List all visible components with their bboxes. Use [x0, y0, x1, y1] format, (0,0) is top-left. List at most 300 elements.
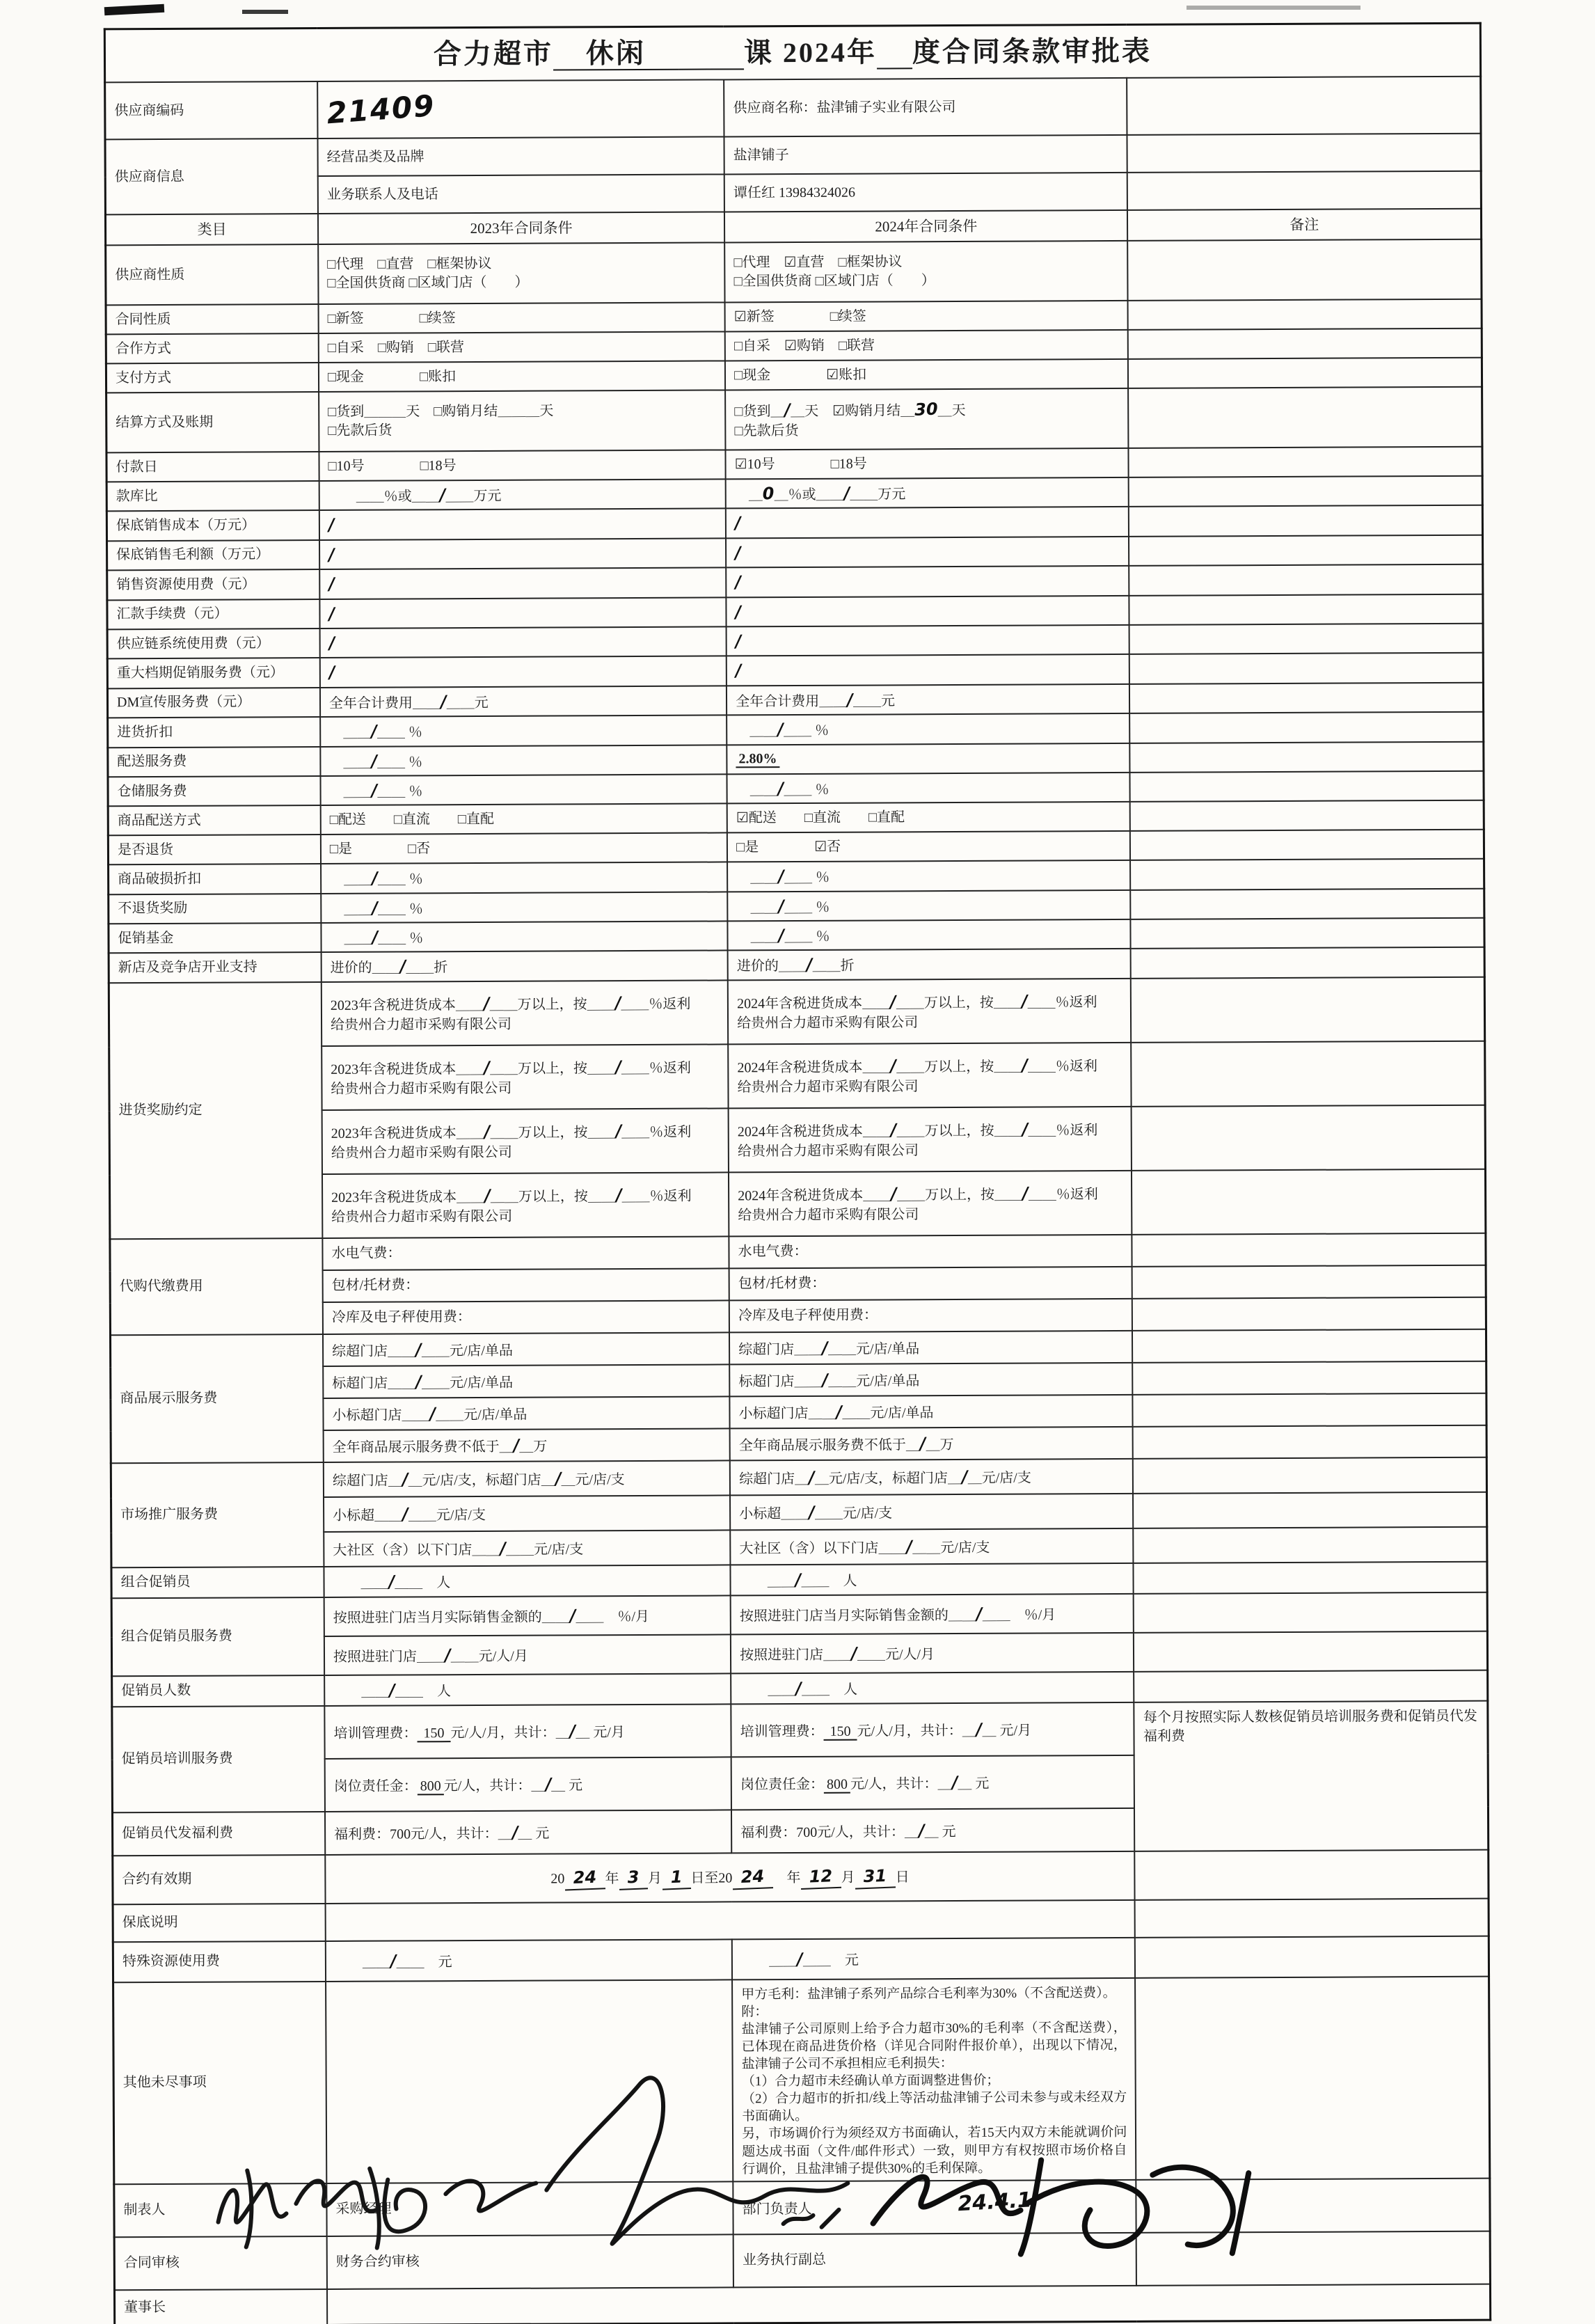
printed-text: ＿＿元/店/支: [912, 1540, 990, 1556]
handwritten-text: /: [513, 1435, 520, 1455]
printed-text: ＿＿％返利 给贵州合力超市采购有限公司: [737, 1059, 1098, 1095]
form-cell: [1132, 1169, 1486, 1235]
printed-text: 2023年含税进货成本＿＿: [331, 1061, 484, 1078]
form-cell: [730, 1427, 1133, 1461]
form-cell: [727, 802, 1130, 833]
printed-text: ＿＿元/店/支: [506, 1542, 584, 1558]
printed-text: 业务联系人及电话: [326, 186, 438, 203]
form-cell: [1128, 387, 1482, 448]
printed-text: ＿＿: [333, 1575, 389, 1591]
handwritten-text: /: [846, 690, 854, 710]
form-cell: [107, 629, 320, 659]
form-cell: [727, 654, 1129, 686]
form-cell: [730, 1395, 1133, 1429]
printed-text: ＿: [734, 487, 763, 503]
handwritten-text: 0: [762, 483, 775, 504]
handwritten-text: /: [890, 1184, 898, 1204]
printed-text: ＿＿ ％: [377, 784, 423, 800]
printed-text: 促销基金: [118, 930, 174, 947]
form-cell: [728, 949, 1131, 980]
form-cell: [320, 774, 727, 805]
form-cell: [323, 1300, 729, 1334]
printed-text: 合作方式: [115, 340, 171, 356]
form-cell: [1135, 1850, 1489, 1900]
form-cell: [729, 1299, 1132, 1333]
printed-text: ＿＿元/店/单品: [827, 1341, 920, 1357]
printed-text: 促销员人数: [121, 1683, 191, 1699]
printed-text: ☑新签 □续签: [733, 308, 866, 324]
printed-text: ＿＿: [334, 1954, 390, 1970]
form-cell: [323, 1396, 729, 1430]
form-cell: [326, 1979, 733, 2183]
form-cell: [108, 717, 321, 748]
scan-artifact: [1187, 6, 1360, 10]
printed-text: ＿＿ ％: [784, 928, 830, 945]
printed-text: 谭任红 13984324026: [733, 184, 856, 200]
form-cell: [1129, 682, 1483, 713]
printed-text: 部门负责人: [742, 2202, 812, 2218]
printed-text: □货到＿: [734, 404, 785, 420]
printed-text: 商品配送方式: [117, 812, 201, 829]
printed-text: ＿ 元/月: [576, 1724, 625, 1741]
delivery-fee-2024: [727, 743, 1129, 774]
printed-text: 不退货奖励: [118, 901, 188, 917]
printed-text: ＿＿ ％: [784, 870, 830, 886]
printed-text: 合约有效期: [122, 1872, 192, 1888]
printed-text: ＿＿ 人: [395, 1574, 451, 1591]
handwritten-text: /: [614, 993, 621, 1013]
form-cell: [110, 1334, 323, 1463]
form-cell: [727, 595, 1129, 626]
form-cell: [325, 1757, 732, 1812]
printed-text: ＿＿: [329, 725, 372, 741]
form-cell: [1130, 859, 1484, 890]
handwritten-text: /: [918, 1820, 926, 1841]
printed-text: 150: [417, 1725, 450, 1742]
form-cell: [107, 688, 320, 718]
printed-text: 市场推广服务费: [120, 1506, 219, 1523]
handwritten-text: /: [777, 720, 784, 740]
printed-text: 备注: [1290, 216, 1319, 233]
form-cell: [324, 1595, 731, 1636]
form-cell: [326, 1939, 732, 1982]
contact-value: [724, 173, 1127, 212]
form-title: [104, 23, 1480, 82]
handwritten-text: /: [806, 955, 814, 975]
printed-text: 元/人，共计：＿: [443, 1778, 546, 1794]
printed-text: ＿＿ ％: [376, 725, 422, 741]
printed-text: 重大档期促销服务费（元）: [116, 665, 284, 681]
handwritten-text: /: [439, 485, 446, 505]
handwritten-text: /: [808, 1467, 816, 1487]
printed-text: □是 ☑否: [736, 839, 841, 855]
printed-text: ＿＿: [329, 754, 372, 770]
form-cell: [327, 2284, 1491, 2324]
form-cell: [1127, 77, 1481, 135]
form-cell: [111, 1462, 324, 1567]
printed-text: 综超门店＿: [332, 1473, 402, 1489]
handwritten-text: /: [850, 1643, 858, 1663]
printed-text: ＿＿ ％: [377, 871, 423, 887]
form-cell: [109, 923, 322, 954]
handwritten-text: /: [415, 1339, 422, 1360]
printed-text: 商品展示服务费: [120, 1390, 218, 1407]
form-cell: [1128, 239, 1482, 301]
printed-text: 福利费：700元/人，共计：＿: [740, 1824, 919, 1841]
handwritten-text: /: [371, 927, 379, 947]
form-cell: [318, 242, 725, 304]
printed-text: □现金 ☑账扣: [734, 367, 867, 383]
form-cell: [1127, 171, 1481, 210]
handwritten-text: /: [388, 1572, 395, 1592]
remark-promoter-fees: [1134, 1701, 1489, 1851]
printed-text: ＿＿折: [812, 958, 855, 974]
printed-text: ＿＿元: [446, 695, 489, 711]
form-cell: [106, 510, 319, 541]
printed-text: ＿元/店/支: [967, 1470, 1031, 1486]
form-cell: [106, 363, 319, 393]
form-cell: [1133, 1361, 1486, 1395]
other-terms-2024: [732, 1978, 1136, 2181]
printed-text: ☑配送 □直流 □直配: [736, 809, 905, 826]
printed-text: ＿元/店/支: [561, 1471, 625, 1488]
printed-text: ＿＿ 元: [396, 1954, 452, 1970]
printed-text: ＿＿ ％: [784, 782, 830, 798]
printed-text: 课 2024年: [743, 36, 878, 69]
form-cell: [319, 479, 726, 510]
handwritten-text: /: [328, 574, 335, 594]
form-cell: [1129, 624, 1483, 655]
printed-text: ＿＿万以上，按＿＿: [896, 995, 1022, 1011]
form-cell: [1134, 1562, 1487, 1594]
printed-text: 大社区（含）以下门店＿＿: [333, 1542, 500, 1558]
form-cell: [731, 1808, 1135, 1853]
form-cell: [109, 952, 322, 983]
printed-text: 2024年含税进货成本＿＿: [737, 1059, 891, 1076]
form-cell: [1129, 476, 1482, 507]
form-cell: [108, 805, 321, 835]
printed-text: 2023年含税进货成本＿＿: [331, 1125, 484, 1142]
printed-text: 岗位责任金：: [740, 1776, 825, 1793]
contract-approval-table: [104, 22, 1491, 2324]
form-cell: [110, 1238, 323, 1335]
form-cell: [726, 537, 1129, 568]
printed-text: 水电气费：: [331, 1245, 402, 1262]
printed-text: 冷库及电子秤使用费：: [331, 1309, 471, 1326]
supplier-name: [724, 78, 1127, 137]
form-cell: [320, 626, 727, 658]
printed-text: ＿＿折: [406, 960, 448, 976]
form-cell: [727, 831, 1130, 862]
printed-text: ＿＿: [739, 1573, 795, 1590]
handwritten-text: 24.4.1: [811, 2188, 1033, 2225]
form-cell: [728, 1043, 1132, 1109]
form-cell: [113, 1941, 326, 1982]
handwritten-text: /: [890, 1120, 898, 1140]
handwritten-text: /: [328, 544, 335, 564]
preparer-cell: [114, 2183, 327, 2237]
handwritten-text: /: [483, 993, 491, 1014]
form-cell: [319, 509, 726, 540]
printed-text: ＿天 □先款后货: [734, 403, 966, 439]
printed-text: ＿＿万以上，按＿＿: [490, 1125, 616, 1141]
form-cell: [1131, 947, 1484, 979]
form-cell: [1129, 594, 1483, 625]
handwritten-text: /: [735, 601, 742, 622]
printed-text: [679, 37, 744, 70]
form-cell: [1129, 653, 1483, 684]
printed-text: 其他未尽事项: [122, 2074, 207, 2091]
form-cell: [322, 1108, 729, 1174]
form-cell: [1133, 1492, 1486, 1528]
form-cell: [106, 392, 319, 452]
handwritten-text: /: [976, 1604, 983, 1624]
form-cell: [106, 244, 319, 305]
printed-text: 促销员培训服务费: [121, 1750, 233, 1767]
category-label: [317, 136, 724, 176]
handwritten-text: /: [821, 1370, 829, 1390]
form-cell: [324, 1428, 730, 1462]
form-cell: [319, 568, 726, 599]
form-cell: [1128, 358, 1482, 388]
handwritten-text: /: [795, 1678, 802, 1698]
handwritten-text: /: [795, 1570, 802, 1590]
form-cell: [326, 1900, 1136, 1941]
form-cell: [731, 1594, 1134, 1635]
printed-text: ＿ 元: [924, 1824, 956, 1840]
printed-text: 支付方式: [115, 370, 172, 386]
printed-text: 20: [550, 1871, 565, 1887]
printed-text: ＿＿ ％: [378, 931, 424, 947]
printed-text: 150: [824, 1723, 857, 1740]
printed-text: 按照进驻门店＿＿: [740, 1647, 852, 1663]
handwritten-text: /: [484, 1185, 491, 1206]
printed-text: ＿＿ 元: [802, 1952, 859, 1968]
form-cell: [114, 2236, 327, 2290]
printed-text: ＿％或＿＿: [774, 487, 844, 503]
handwritten-text: 31: [855, 1864, 896, 1890]
printed-text: 业务执行副总: [742, 2252, 826, 2268]
form-cell: [106, 304, 319, 334]
printed-text: 2024年含税进货成本＿＿: [737, 995, 891, 1012]
printed-text: 按照进驻门店＿＿: [333, 1648, 445, 1665]
handwritten-text: /: [371, 868, 379, 889]
printed-text: 包材/托材费：: [331, 1277, 420, 1294]
printed-text: 保底说明: [122, 1915, 178, 1931]
form-cell: [726, 507, 1129, 538]
printed-text: ＿＿％返利 给贵州合力超市采购有限公司: [737, 995, 1097, 1031]
form-cell: [1130, 800, 1484, 831]
printed-text: 休闲: [553, 38, 679, 71]
form-cell: [732, 1938, 1135, 1980]
form-cell: [1130, 712, 1484, 743]
printed-text: 小标超＿＿: [333, 1508, 403, 1524]
printed-text: ＿＿: [740, 1682, 796, 1698]
printed-text: 财务合约审核: [335, 2254, 420, 2270]
printed-text: ＿元/店/支，标超门店＿: [408, 1472, 555, 1489]
printed-text: ＿＿: [736, 899, 779, 916]
printed-text: 标超门店＿＿: [332, 1375, 416, 1391]
printed-text: ＿＿％返利 给贵州合力超市采购有限公司: [331, 1060, 691, 1097]
form-cell: [726, 566, 1129, 597]
handwritten-text: /: [402, 1469, 409, 1489]
printed-text: 月: [647, 1870, 662, 1886]
handwritten-text: /: [808, 1502, 816, 1522]
form-cell: [320, 656, 727, 688]
col-header-2023: [318, 212, 724, 244]
form-cell: [320, 686, 727, 717]
form-cell: [114, 2289, 327, 2324]
form-cell: [107, 540, 320, 571]
form-cell: [1133, 1425, 1486, 1459]
printed-text: 培训管理费：: [740, 1723, 824, 1740]
printed-text: ☑10号 □18号: [734, 456, 867, 472]
form-cell: [727, 773, 1130, 804]
printed-text: 2023年含税进货成本＿＿: [331, 1189, 485, 1206]
printed-text: ＿元/店/支，标超门店＿: [814, 1470, 962, 1487]
handwritten-text: /: [402, 1503, 409, 1524]
handwritten-text: /: [778, 926, 785, 946]
handwritten-text: /: [777, 867, 785, 887]
printed-text: ＿ 元: [551, 1778, 583, 1794]
printed-text: 每个月按照实际人数核促销员培训服务费和促销员代发福利费: [1143, 1708, 1477, 1744]
brand-value: [724, 135, 1127, 175]
printed-text: 全年合计费用＿＿: [328, 695, 441, 711]
form-cell: [319, 390, 726, 452]
form-cell: [727, 684, 1129, 716]
form-cell: [111, 1597, 324, 1676]
printed-text: 类目: [197, 221, 227, 238]
handwritten-text: /: [961, 1467, 969, 1487]
form-cell: [319, 361, 725, 392]
printed-text: 综超门店＿: [739, 1471, 809, 1487]
form-cell: [107, 569, 320, 600]
handwritten-text: 24: [732, 1865, 773, 1890]
form-cell: [727, 625, 1129, 656]
handwritten-text: /: [1021, 1055, 1029, 1075]
printed-text: 按照进驻门店当月实际销售金额的＿＿: [739, 1607, 976, 1625]
form-cell: [1134, 1592, 1487, 1633]
printed-text: ＿＿％返利 给贵州合力超市采购有限公司: [330, 996, 691, 1033]
form-cell: [323, 1364, 729, 1398]
printed-text: ＿＿元: [852, 693, 895, 709]
form-cell: [109, 894, 322, 924]
form-cell: [1129, 447, 1482, 477]
form-cell: [320, 716, 727, 747]
printed-text: 盐津铺子: [733, 147, 789, 163]
printed-text: 全年商品展示服务费不低于＿: [332, 1439, 514, 1455]
handwritten-text: 30: [914, 399, 939, 420]
form-cell: [106, 333, 319, 363]
form-cell: [107, 599, 320, 630]
handwritten-text: /: [415, 1371, 422, 1392]
handwritten-text: /: [440, 691, 447, 712]
form-cell: [324, 1704, 731, 1759]
handwritten-text: /: [734, 513, 742, 533]
printed-text: 2.80%: [736, 751, 779, 768]
form-cell: [729, 1267, 1132, 1301]
handwritten-text: /: [889, 992, 897, 1012]
form-cell: [106, 452, 319, 482]
scan-artifact: [104, 4, 165, 15]
printed-text: 标超门店＿＿: [738, 1373, 823, 1390]
printed-text: □自采 □购销 □联营: [327, 339, 465, 356]
printed-text: ＿＿: [736, 782, 778, 798]
handwritten-text: 24: [564, 1865, 605, 1891]
handwritten-text: /: [735, 631, 743, 651]
printed-text: 合同审核: [123, 2255, 180, 2271]
form-cell: [324, 1460, 730, 1497]
printed-text: 甲方毛利：盐津铺子系列产品综合毛利率为30%（不含配送费）。 附： 盐津铺子公司原则上给予合力超市30%的毛利率（不含配送费），已体现在商品进货价格（详见合同附件报价单），出现以下情况，盐津铺子公司不承担相应毛利损失： （1）合力超市未经确认单方面调整进售价； （2）合力超市的折扣/线上等活动盐津铺子公司未参与或未经双方书面确认。 另，市场调价行为须经双方书面确认，若15天内双方未能就调价问题达成书面（文件/邮件形式）一致，则甲方有权按照市场价格自行调价，且盐津铺子提供30%的毛利保障。: [741, 1985, 1127, 2177]
handwritten-text: /: [371, 898, 379, 918]
printed-text: ＿＿ ％: [377, 901, 424, 917]
printed-text: 进货奖励约定: [118, 1102, 203, 1118]
form-cell: [1134, 1527, 1487, 1563]
printed-text: 供应链系统使用费（元）: [116, 635, 270, 651]
form-cell: [321, 922, 727, 953]
printed-text: 全年商品展示服务费不低于＿: [738, 1437, 920, 1454]
form-cell: [724, 241, 1128, 303]
form-cell: [324, 1565, 730, 1597]
printed-text: ＿天 ☑购销月结＿: [791, 403, 915, 420]
printed-text: 组合促销员: [120, 1574, 191, 1590]
printed-text: □10号 □18号: [328, 457, 457, 474]
form-cell: [728, 979, 1132, 1045]
printed-text: ＿＿ 人: [395, 1683, 451, 1700]
form-cell: [321, 833, 727, 864]
printed-text: 日至20: [690, 1870, 733, 1886]
printed-text: ＿＿元/人/月: [450, 1648, 528, 1664]
form-cell: [324, 1673, 731, 1706]
form-cell: [108, 776, 321, 807]
form-cell: [1134, 1631, 1487, 1672]
printed-text: ＿＿ ％: [784, 722, 830, 739]
printed-text: 800: [418, 1778, 444, 1795]
printed-text: ＿ 元: [518, 1826, 550, 1842]
handwritten-text: /: [429, 1403, 436, 1424]
col-header-2024: [724, 210, 1127, 243]
handwritten-text: /: [735, 661, 743, 681]
printed-text: 日: [895, 1869, 910, 1886]
printed-text: 2024年含税进货成本＿＿: [737, 1123, 891, 1140]
printed-text: 大社区（含）以下门店＿＿: [739, 1540, 907, 1557]
contract-approval-form: [104, 22, 1491, 2324]
handwritten-text: /: [976, 1719, 983, 1739]
form-cell: [1132, 1233, 1486, 1267]
printed-text: ＿＿％返利 给贵州合力超市采购有限公司: [331, 1188, 692, 1225]
handwritten-text: 12: [800, 1864, 841, 1890]
handwritten-text: /: [614, 1121, 622, 1141]
printed-text: ＿万: [926, 1437, 954, 1453]
printed-text: □现金 □账扣: [327, 368, 457, 385]
form-cell: [733, 2233, 1137, 2288]
form-cell: [322, 1172, 729, 1238]
printed-text: 采购经理: [335, 2201, 392, 2218]
handwritten-text: 1: [661, 1865, 691, 1890]
printed-text: ＿＿ 人: [801, 1573, 857, 1589]
printed-text: 进价的＿＿: [736, 958, 807, 974]
printed-text: 供应商信息: [114, 168, 184, 184]
printed-text: ＿＿％返利 给贵州合力超市采购有限公司: [737, 1123, 1098, 1159]
form-cell: [1134, 1670, 1488, 1702]
printed-text: □是 □否: [329, 841, 431, 857]
printed-text: 岗位责任金：: [333, 1778, 418, 1794]
form-cell: [1136, 2178, 1490, 2232]
handwritten-text: /: [328, 603, 335, 624]
handwritten-text: /: [328, 633, 335, 654]
printed-text: 进货折扣: [117, 724, 173, 741]
form-cell: [1130, 830, 1484, 860]
